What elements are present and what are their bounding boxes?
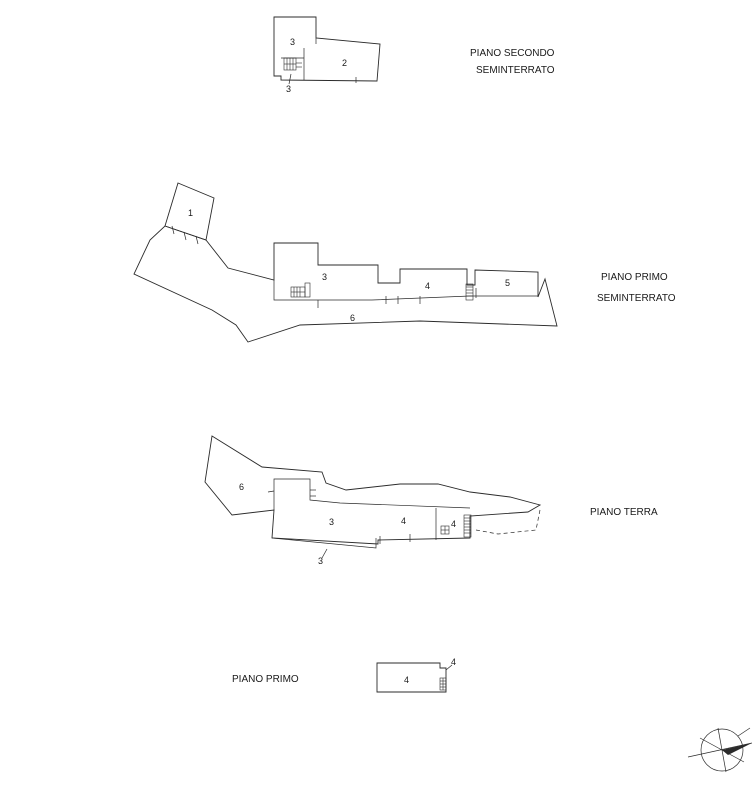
room-number: 4 (451, 519, 457, 529)
room-number: 3 (329, 517, 335, 527)
room-number: 3 (322, 272, 328, 282)
north-arrow-compass-icon (688, 728, 752, 772)
staircase-terra-inner (441, 526, 449, 534)
outline-piano-terra (205, 436, 540, 544)
floor-label-secondo-line1: PIANO SECONDO (470, 48, 555, 59)
plan-piano-primo (377, 657, 456, 692)
staircase-secondo (284, 58, 302, 70)
room-number: 6 (239, 482, 245, 492)
room-number: 3 (286, 84, 292, 94)
staircase-primo-seminterrato (291, 283, 310, 297)
room-number: 5 (505, 278, 511, 288)
floor-label-primo-seminterrato-line2: SEMINTERRATO (597, 293, 676, 304)
outline-piano-primo (377, 663, 446, 692)
room-number: 3 (290, 37, 296, 47)
room-number: 4 (425, 281, 431, 291)
outline-piano-secondo (274, 17, 380, 81)
room-number: 6 (350, 313, 356, 323)
floor-label-primo-seminterrato-line1: PIANO PRIMO (601, 272, 668, 283)
room-number: 4 (404, 675, 410, 685)
floor-label-secondo-line2: SEMINTERRATO (476, 65, 555, 76)
staircase-primo (440, 678, 446, 690)
room-number: 3 (318, 556, 324, 566)
room-number: 4 (401, 516, 407, 526)
plan-piano-terra (205, 436, 540, 566)
plan-piano-primo-seminterrato (134, 183, 557, 342)
outline-piano-primo-seminterrato (134, 226, 557, 342)
floor-label-primo: PIANO PRIMO (232, 674, 299, 685)
floor-label-terra: PIANO TERRA (590, 507, 658, 518)
staircase-primo-seminterrato-east (466, 284, 473, 300)
room-number: 2 (342, 58, 348, 68)
room-number: 1 (188, 208, 194, 218)
room-number: 4 (451, 657, 457, 667)
plan-piano-secondo-seminterrato (274, 17, 380, 94)
